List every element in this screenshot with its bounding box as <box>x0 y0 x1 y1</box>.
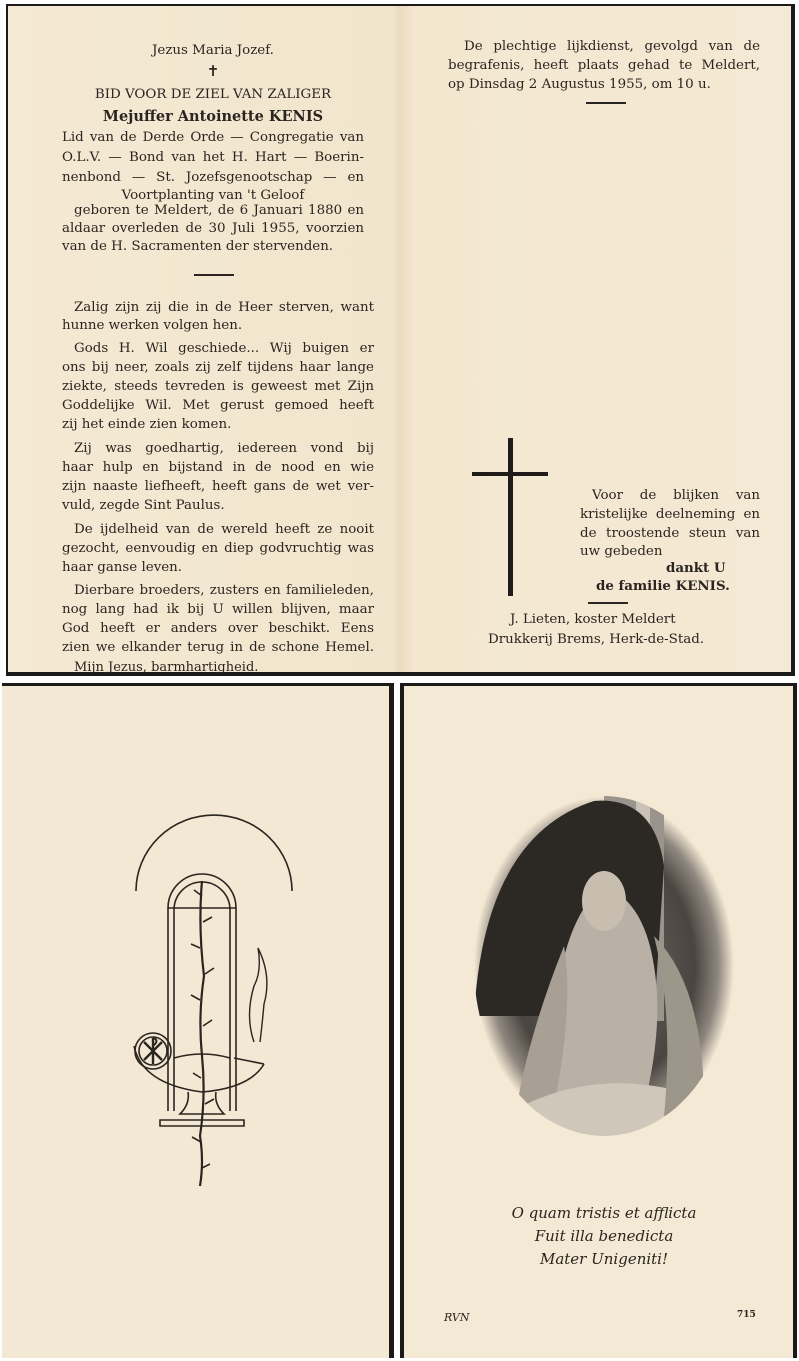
paragraph-line: zij het einde zien komen. <box>62 417 232 432</box>
credit-line: Drukkerij Brems, Herk-de-Stad. <box>488 632 705 647</box>
paragraph-line: ons bij neer, zoals zij zelf tijdens haar lange <box>62 360 374 375</box>
paragraph-line: gezocht, eenvoudig en diep godvruchtig was <box>62 541 374 556</box>
latin-line: Fuit illa benedicta <box>534 1227 674 1245</box>
paragraph-line: Goddelijke Wil. Met gerust gemoed heeft <box>62 398 374 413</box>
thanks-line: de troostende steun van <box>580 526 760 541</box>
deceased-name <box>68 110 358 125</box>
card-number: 715 <box>737 1310 756 1320</box>
paragraph-line: haar hulp en bijstand in de nood en wie <box>62 460 374 475</box>
top-card-inside <box>6 4 795 676</box>
birth-line: geboren te Meldert, de 6 Januari 1880 en <box>74 203 364 218</box>
name-surname: KENIS <box>268 108 324 125</box>
thanks-line: Voor de blijken van <box>592 488 760 503</box>
latin-line: Mater Unigeniti! <box>539 1250 669 1268</box>
credit-line: J. Lieten, koster Meldert <box>510 612 676 627</box>
membership-line: Voortplanting van 't Geloof <box>121 188 305 203</box>
name-prefix: Mejuffer Antoinette <box>102 108 264 125</box>
membership-line: Lid van de Derde Orde — Congregatie van <box>62 130 364 145</box>
thanks-line: uw gebeden <box>580 544 663 559</box>
thanks-sign: de familie KENIS. <box>596 578 730 594</box>
invocation: Jezus Maria Jozef. <box>152 43 274 58</box>
paragraph-line: Gods H. Wil geschiede... Wij buigen er <box>74 341 374 356</box>
divider <box>586 102 626 104</box>
paragraph-line: haar ganse leven. <box>62 560 183 575</box>
divider <box>194 274 234 276</box>
latin-line: O quam tristis et afflicta <box>511 1204 697 1222</box>
paragraph-line: Zij was goedhartig, iedereen vond bij <box>74 441 374 456</box>
birth-line: aldaar overleden de 30 Juli 1955, voorzien <box>62 221 364 236</box>
paragraph-line: Mijn Jezus, barmhartigheid. <box>74 660 259 675</box>
card-front-panel <box>400 683 797 1358</box>
thanks-line: kristelijke deelneming en <box>580 507 760 522</box>
prayer-heading: BID VOOR DE ZIEL VAN ZALIGER <box>94 87 332 102</box>
paragraph-line: hunne werken volgen hen. <box>62 318 243 333</box>
paragraph-line: Dierbare broeders, zusters en familieleden, <box>74 583 374 598</box>
paragraph-line: vuld, zegde Sint Paulus. <box>62 498 225 513</box>
funeral-line: begrafenis, heeft plaats gehad te Meldert, <box>448 58 760 73</box>
paragraph-line: zien we elkander terug in de schone Hemel. <box>62 640 374 655</box>
cross-vertical-icon <box>508 438 513 596</box>
divider <box>588 602 628 604</box>
paragraph-line: God heeft er anders over beschikt. Eens <box>62 621 374 636</box>
card-back-panel <box>2 683 394 1358</box>
funeral-line: op Dinsdag 2 Augustus 1955, om 10 u. <box>448 77 711 92</box>
oil-lamp-icon <box>2 686 394 1361</box>
birth-line: van de H. Sacramenten der stervenden. <box>62 239 334 254</box>
artist-mark: RVN <box>444 1311 470 1324</box>
paragraph-line: nog lang had ik bij U willen blijven, maar <box>62 602 374 617</box>
paragraph-line: ziekte, steeds tevreden is geweest met Zijn <box>62 379 374 394</box>
cross-horizontal-icon <box>472 472 548 476</box>
paragraph-line: De ijdelheid van de wereld heeft ze nooit <box>74 522 374 537</box>
membership-line: O.L.V. — Bond van het H. Hart — Boerin- <box>62 150 364 165</box>
membership-line: nenbond — St. Jozefsgenootschap — en <box>62 170 364 185</box>
cross-glyph-icon: ✝ <box>206 62 220 80</box>
funeral-line: De plechtige lijkdienst, gevolgd van de <box>464 39 760 54</box>
paragraph-line: Zalig zijn zij die in de Heer sterven, want <box>74 300 374 315</box>
paragraph-line: zijn naaste liefheeft, heeft gans de wet ver- <box>62 479 374 494</box>
thanks-sign: dankt U <box>666 560 726 576</box>
